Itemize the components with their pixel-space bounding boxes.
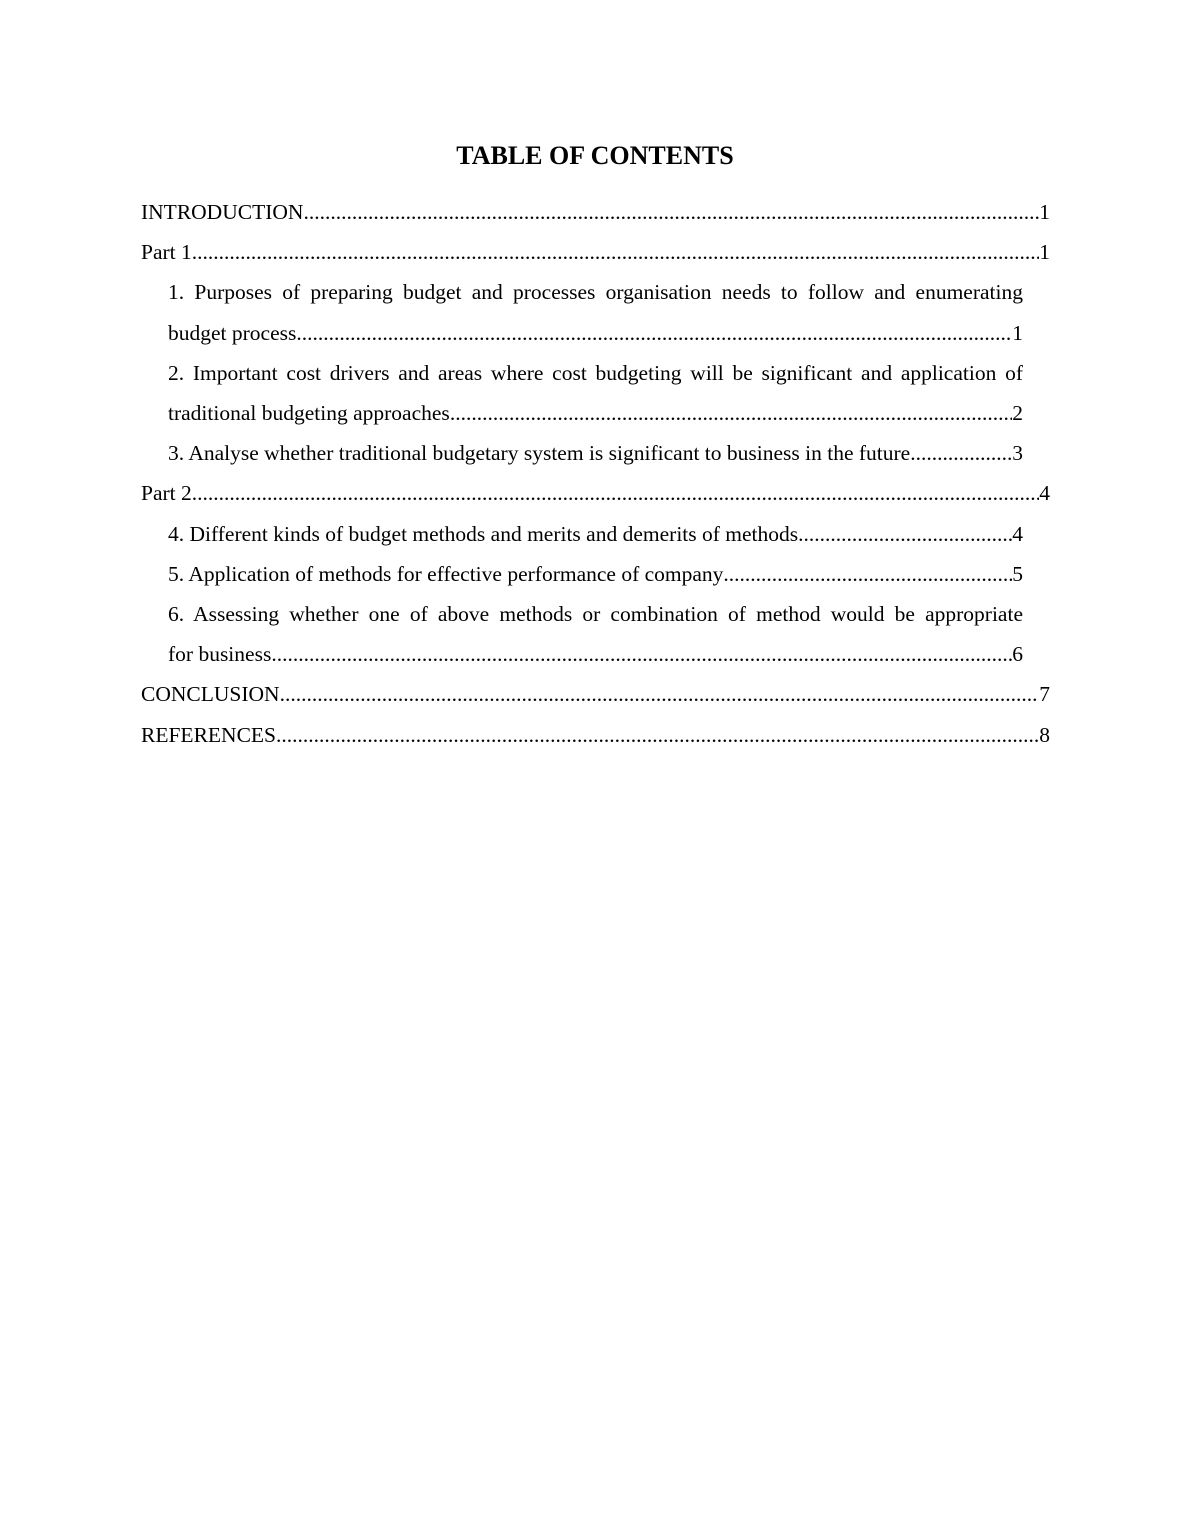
toc-entry-label: Part 1 [141,240,192,265]
toc-entry-label: 2. Important cost drivers and areas where cost budgeting will be significant and application of [168,360,1023,385]
toc-entry-label: 4. Different kinds of budget methods and merits and demerits of methods [168,521,799,546]
toc-entry-part-1[interactable] [141,232,1050,272]
toc-page-number: 6 [1012,642,1023,667]
toc-entry-section-5[interactable] [168,554,1023,594]
toc-page-number: 7 [1039,682,1050,707]
toc-entry-introduction[interactable] [141,192,1050,232]
toc-leader-dots [910,433,1012,473]
toc-page-number: 4 [1012,521,1023,546]
toc-entry-section-4[interactable] [168,514,1023,554]
toc-leader-dots [276,715,1039,755]
toc-page-number: 4 [1039,481,1050,506]
toc-entry-conclusion[interactable] [141,674,1050,714]
toc-page-number: 1 [1039,240,1050,265]
toc-entry-label-continued: budget process [168,320,297,345]
toc-entry-label: 5. Application of methods for effective performance of company [168,561,724,586]
toc-entry-section-2[interactable] [168,353,1023,433]
toc-entry-section-6[interactable] [168,594,1023,674]
toc-entry-label: CONCLUSION [141,682,280,707]
toc-leader-dots [271,634,1012,674]
toc-leader-dots [798,514,1012,554]
toc-entry-label: 1. Purposes of preparing budget and processes organisation needs to follow and enumerating [168,280,1023,305]
toc-leader-dots [192,232,1039,272]
toc-page-number: 8 [1039,722,1050,747]
toc-leader-dots [723,554,1012,594]
toc-entry-references[interactable] [141,715,1050,755]
toc-entry-label: REFERENCES [141,722,276,747]
toc-entry-label: Part 2 [141,481,192,506]
toc-page-number: 5 [1012,561,1023,586]
toc-leader-dots [280,674,1040,714]
toc-entry-section-1[interactable] [168,272,1023,352]
toc-leader-dots [296,313,1012,353]
toc-page-number: 2 [1012,401,1023,426]
toc-entry-label: 6. Assessing whether one of above methods or combination of method would be appropriate [168,602,1023,627]
toc-page-number: 1 [1039,200,1050,224]
toc-leader-dots [450,393,1012,433]
toc-leader-dots [303,192,1039,232]
toc-entry-label: INTRODUCTION [141,200,304,224]
table-of-contents [141,192,1050,755]
toc-entry-label: 3. Analyse whether traditional budgetary system is significant to business in the future [168,441,911,466]
toc-page-number: 1 [1012,320,1023,345]
toc-entry-section-3[interactable] [168,433,1023,473]
toc-entry-label-continued: for business [168,642,272,667]
toc-title: TABLE OF CONTENTS [456,141,734,170]
toc-entry-label-continued: traditional budgeting approaches [168,401,450,426]
toc-entry-part-2[interactable] [141,473,1050,513]
toc-page-number: 3 [1012,441,1023,466]
toc-leader-dots [192,473,1039,513]
